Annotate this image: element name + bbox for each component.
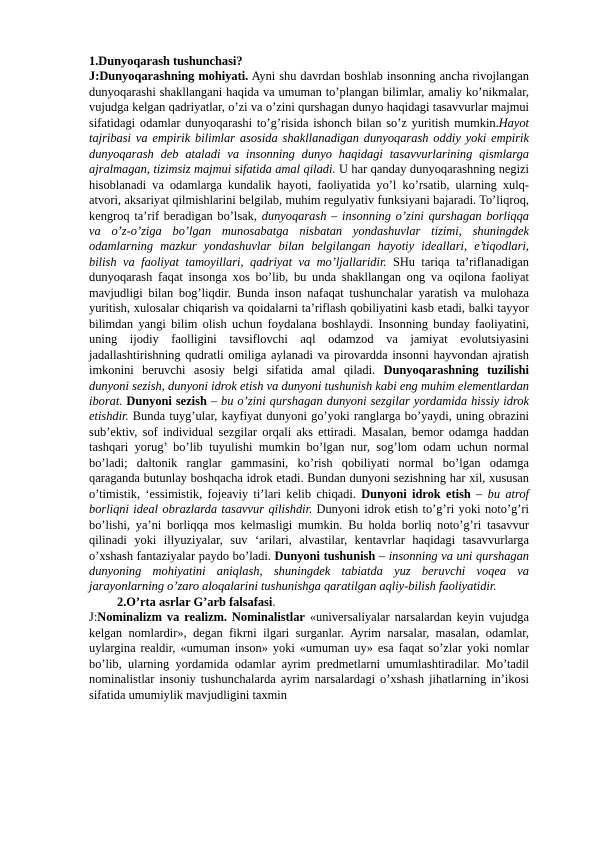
text-run: Dunyoni idrok etish to’g’ri yoki noto’g’ri bo’lishi, ya’ni borliqqa mos kelmasligi mumkin. Bu holda borliq noto’g’ri tasavvur qilinadi yoki illyuziyalar, suv ‘arilari, alvastilar, kentavrlar haqidagi tasavvurlarga o’xshash fantaziyalar paydo bo’ladi. <box>89 502 529 563</box>
text-run: Dunyoqarashning tuzilishi <box>383 363 529 378</box>
text-run: SHu tariqa ta’riflanadigan dunyoqarash faqat insonga xos bo’lib, bu unda shakllangan ong va oqilona faoliyat mavjudligi bilan bog’liqdir. Bunda inson nafaqat tushunchalar yaratish va mulohaza yuritish, xulosalar chiqarish va qoidalarni ta’riflash qobiliyatini kasb etadi, balki tayyor bilimdan yangi bilim olish uchun foydalana boshlaydi. Insonning bunday faoliyatini, uning ijodiy faolligini tavsiflovchi aql odamzod va jamiyat evolutsiyasini jadallashtirishning qudratli omiliga aylanadi va pirovardda insonni hayvondan ajratish imkonini beruvchi asosiy belgi sifatida amal qiladi. <box>89 254 530 378</box>
text-run: Hayot tajribasi va empirik bilimlar asosida shakllanadigan dunyoqarash oddiy yoki empirik dunyoqarash deb ataladi va insonning dunyo haqidagi tasavvurlarining qismlarga ajralmagan, tizimsiz majmui sifatida amal qiladi. <box>89 115 529 177</box>
text-run: Dunyoni idrok etish <box>361 486 471 501</box>
text-run: Dunyoni sezish <box>126 393 207 408</box>
text-run: dunyoqarash – insonning o’zini qurshagan borliqqa va o’z-o’ziga bo’lgan munosabatga nisbatan yondashuvlar tizimi, shuningdek odamlarning mazkur yondashuvlar bilan belgilangan hayotiy ideallari, e’tiqodlari, bilish va faoliyat tamoyillari, qadriyat va mo’ljallaridir. <box>89 208 529 269</box>
text-run: – <box>470 486 488 501</box>
answer-2-text <box>89 610 529 703</box>
text-run: bu atrof borliqni ideal obrazlarda tasavvur qilishdir. <box>89 486 530 517</box>
text-run: U har qanday dunyoqarashning negizi hisoblanadi va odamlarga kundalik hayoti, faoliyatida yo’l ko’rsatib, ularning xulq-atvori, aksariyat qilmishlarini belgilab, muhim regulyativ funksiyani bajaradi. To’liqroq, kengroq ta’rif beradigan bo’lsak, <box>89 162 529 223</box>
question-2-title: 2.O’rta asrlar G’arb falsafasi <box>117 594 273 609</box>
text-run: – bu o’zini qurshagan dunyoni sezgilar yordamida hissiy idrok etishdir. <box>89 393 529 424</box>
question-2-title-line <box>89 595 529 610</box>
text-run: Bunda tuyg’ular, kayfiyat dunyoni go’yoki ranglarga bo’yaydi, uning obrazini sub’ektiv, sof individual sezgilar orqali aks ettiradi. Masalan, bemor odamga haddan tashqari yorug’ bo’lib tuyulishi mumkin bo’lgan nur, sog’lom odam uchun normal bo’ladi; daltonik ranglar gammasini, ko’rish qobiliyati normal bo’lgan odamga qaraganda butunlay boshqacha idrok etadi. Bundan dunyoni sezishning har xil, xususan o’timistik, ‘essimistik, fojeaviy ti’lari kelib chiqadi. <box>89 409 529 501</box>
text-run: insonning va uni qurshagan dunyoning mohiyatini aniqlash, shuningdek tabiatda yuz beruvchi voqea va jarayonlarning o’zaro aloqalarini tushunishga qaratilgan aqliy-bilish faoliyatidir. <box>89 548 529 594</box>
text-run: dunyoni sezish, dunyoni idrok etish va dunyoni tushunish kabi eng muhim elementlardan iborat. <box>89 378 529 408</box>
text-run: J:Dunyoqarashning mohiyati. <box>89 69 249 84</box>
answer-1-text <box>89 69 529 594</box>
text-run: Dunyoni tushunish <box>274 548 376 563</box>
text-run: J: <box>89 610 98 625</box>
document-page <box>89 54 529 703</box>
text-run: Ayni shu davrdan boshlab insonning ancha rivojlangan dunyoqarashi shakllangani haqida va umuman to’plangan bilimlar, amaliy ko’nikmalar, vujudga kelgan qadriyatlar, o’zi va o’zini qurshagan dunyo haqidagi tasavvurlar majmui sifatidagi odamlar dunyoqarashi to’g’risida ishonch bilan so’z yuritish mumkin. <box>89 69 529 130</box>
text-run: Nominalizm va realizm. Nominalistlar <box>97 610 305 625</box>
text-run: – <box>375 548 389 563</box>
text-run: «universaliyalar narsalardan keyin vujudga kelgan nomlardir», degan fikrni ilgari surganlar. Ayrim narsalar, masalan, odamlar, uylargina realdir, «umuman inson» yoki «umuman uy» esa faqat so’zlar yoki nomlar bo’lib, ularning yordamida odamlar ayrim predmetlarni umumlashtiradilar. Mo’tadil nominalistlar insoniy tushunchalarda ayrim narsalardagi o’xshash jihatlarning in’ikosi sifatida umumiylik mavjudligini taxmin <box>89 610 530 702</box>
question-2-title-period: . <box>272 594 276 609</box>
question-1-title: 1.Dunyoqarash tushunchasi? <box>89 54 243 68</box>
